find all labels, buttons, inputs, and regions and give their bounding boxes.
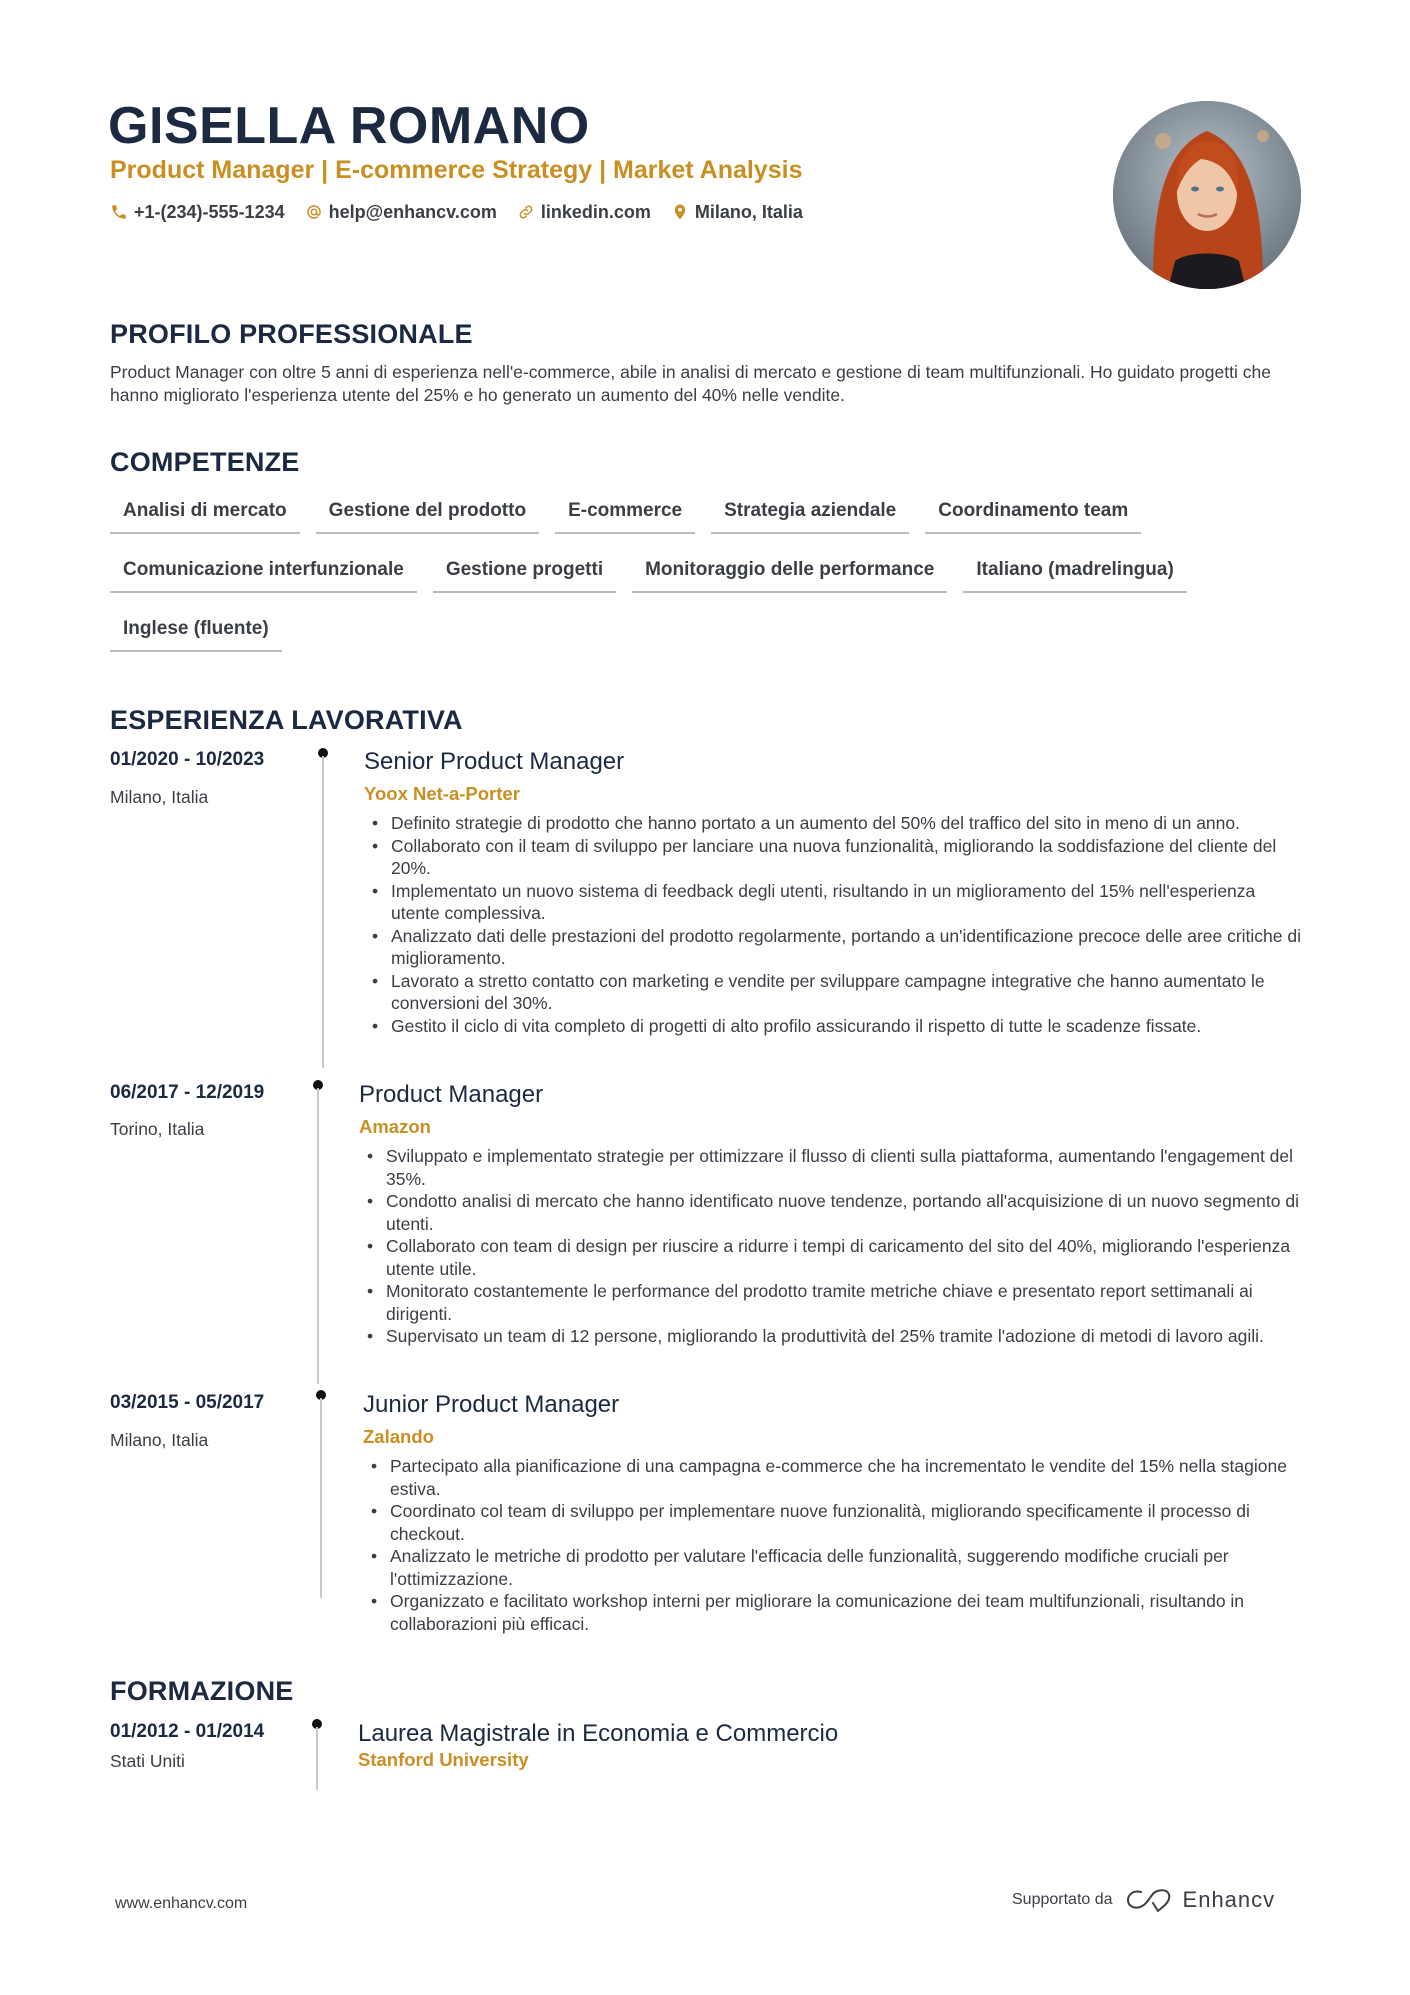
experience-location: Milano, Italia [110, 787, 209, 807]
experience-bullet: • Collaborato con il team di sviluppo per lanciare una nuova funzionalità, migliorando la soddisfazione del cliente del 20%. [365, 835, 1305, 880]
at-icon [305, 203, 323, 221]
skill-tag: Gestione progetti [433, 553, 616, 593]
experience-role: Senior Product Manager [364, 748, 625, 775]
experience-bullet: • Sviluppato e implementato strategie per ottimizzare il flusso di clienti sulla piattaforma, aumentando l'engagement del 35%. [360, 1145, 1300, 1190]
experience-bullets [365, 812, 1305, 1037]
enhancv-logo-icon [1125, 1887, 1173, 1913]
experience-role: Product Manager [359, 1081, 544, 1108]
link-icon [517, 203, 535, 221]
experience-bullet: • Lavorato a stretto contatto con marketing e vendite per sviluppare campagne integrative che hanno aumentato le conversioni del 30%. [365, 970, 1305, 1015]
timeline-line [322, 756, 324, 1068]
footer-branding [1012, 1887, 1275, 1913]
contact-email[interactable] [305, 199, 497, 225]
skills-list [110, 494, 1310, 671]
contact-linkedin[interactable] [517, 199, 651, 225]
phone-icon [110, 203, 128, 221]
experience-bullets [360, 1145, 1300, 1348]
skill-tag: Inglese (fluente) [110, 612, 282, 652]
experience-dates: 01/2020 - 10/2023 [110, 749, 265, 770]
contact-location-text: Milano, Italia [694, 202, 803, 222]
profile-section-title: PROFILO PROFESSIONALE [110, 319, 473, 349]
experience-dates: 06/2017 - 12/2019 [110, 1082, 265, 1103]
experience-company: Yoox Net-a-Porter [364, 783, 520, 804]
education-section-title: FORMAZIONE [110, 1676, 294, 1706]
experience-bullet: • Monitorato costantemente le performance del prodotto tramite metriche chiave e presentato report settimanali ai dirigenti. [360, 1280, 1300, 1325]
experience-company: Zalando [363, 1426, 434, 1447]
experience-location: Torino, Italia [110, 1119, 205, 1139]
timeline-line [317, 1088, 319, 1384]
timeline-line [320, 1398, 322, 1598]
education-degree: Laurea Magistrale in Economia e Commercio [358, 1720, 839, 1747]
education-school: Stanford University [358, 1749, 529, 1770]
location-pin-icon [671, 203, 689, 221]
profile-summary: Product Manager con oltre 5 anni di esperienza nell'e-commerce, abile in analisi di mercato e gestione di team multifunzionali. Ho guidato progetti che hanno migliorato l'esperienza utente del 25% e ho generato un aumento del 40% nelle vendite. [110, 362, 1271, 405]
experience-bullet: • Definito strategie di prodotto che hanno portato a un aumento del 50% del traffico del sito in meno di un anno. [365, 812, 1305, 835]
experience-bullet: • Gestito il ciclo di vita completo di progetti di alto profilo assicurando il rispetto di tutte le scadenze fissate. [365, 1015, 1305, 1038]
contact-email-text: help@enhancv.com [328, 202, 497, 222]
experience-bullet: • Organizzato e facilitato workshop interni per migliorare la comunicazione dei team multifunzionali, risultando in collaborazioni più efficaci. [364, 1590, 1304, 1635]
experience-dates: 03/2015 - 05/2017 [110, 1392, 265, 1413]
experience-bullet: • Supervisato un team di 12 persone, migliorando la produttività del 25% tramite l'adozione di metodi di lavoro agili. [360, 1325, 1300, 1348]
education-dates: 01/2012 - 01/2014 [110, 1721, 265, 1742]
contact-phone[interactable] [110, 199, 285, 225]
skills-row [110, 612, 1310, 671]
footer-website[interactable]: www.enhancv.com [115, 1895, 248, 1912]
experience-bullet: • Analizzato dati delle prestazioni del prodotto regolarmente, portando a un'identificazione precoce delle aree critiche di miglioramento. [365, 925, 1305, 970]
candidate-name: GISELLA ROMANO [108, 97, 590, 155]
experience-bullet: • Collaborato con team di design per riuscire a ridurre i tempi di caricamento del sito del 40%, migliorando l'esperienza utente utile. [360, 1235, 1300, 1280]
skill-tag: Italiano (madrelingua) [963, 553, 1186, 593]
experience-bullet: • Implementato un nuovo sistema di feedback degli utenti, risultando in un miglioramento del 15% nell'esperienza utente complessiva. [365, 880, 1305, 925]
skills-section-title: COMPETENZE [110, 447, 300, 477]
education-location: Stati Uniti [110, 1751, 185, 1771]
skills-row [110, 553, 1310, 612]
skill-tag: Comunicazione interfunzionale [110, 553, 417, 593]
contact-phone-text: +1-(234)-555-1234 [134, 202, 285, 222]
experience-location: Milano, Italia [110, 1430, 209, 1450]
skill-tag: Coordinamento team [925, 494, 1141, 534]
experience-bullet: • Partecipato alla pianificazione di una campagna e-commerce che ha incrementato le vendite del 15% nella stagione estiva. [364, 1455, 1304, 1500]
footer-powered-by: Supportato da [1012, 1891, 1113, 1908]
candidate-headline: Product Manager | E-commerce Strategy | Market Analysis [110, 156, 803, 184]
experience-bullet: • Analizzato le metriche di prodotto per valutare l'efficacia delle funzionalità, suggerendo modifiche cruciali per l'ottimizzazione. [364, 1545, 1304, 1590]
contact-bar [110, 199, 823, 225]
skill-tag: E-commerce [555, 494, 695, 534]
experience-bullet: • Condotto analisi di mercato che hanno identificato nuove tendenze, portando all'acquisizione di un nuovo segmento di utenti. [360, 1190, 1300, 1235]
experience-section-title: ESPERIENZA LAVORATIVA [110, 705, 463, 735]
experience-bullet: • Coordinato col team di sviluppo per implementare nuove funzionalità, migliorando specificamente il processo di checkout. [364, 1500, 1304, 1545]
experience-company: Amazon [359, 1116, 431, 1137]
skill-tag: Gestione del prodotto [316, 494, 539, 534]
skills-row [110, 494, 1310, 553]
enhancv-brand: Enhancv [1182, 1887, 1276, 1912]
contact-location [671, 199, 803, 225]
contact-linkedin-text: linkedin.com [540, 202, 651, 222]
skill-tag: Analisi di mercato [110, 494, 300, 534]
skill-tag: Monitoraggio delle performance [632, 553, 947, 593]
experience-bullets [364, 1455, 1304, 1635]
timeline-line [316, 1727, 318, 1790]
experience-role: Junior Product Manager [363, 1391, 620, 1418]
skill-tag: Strategia aziendale [711, 494, 909, 534]
profile-photo [1113, 101, 1301, 289]
